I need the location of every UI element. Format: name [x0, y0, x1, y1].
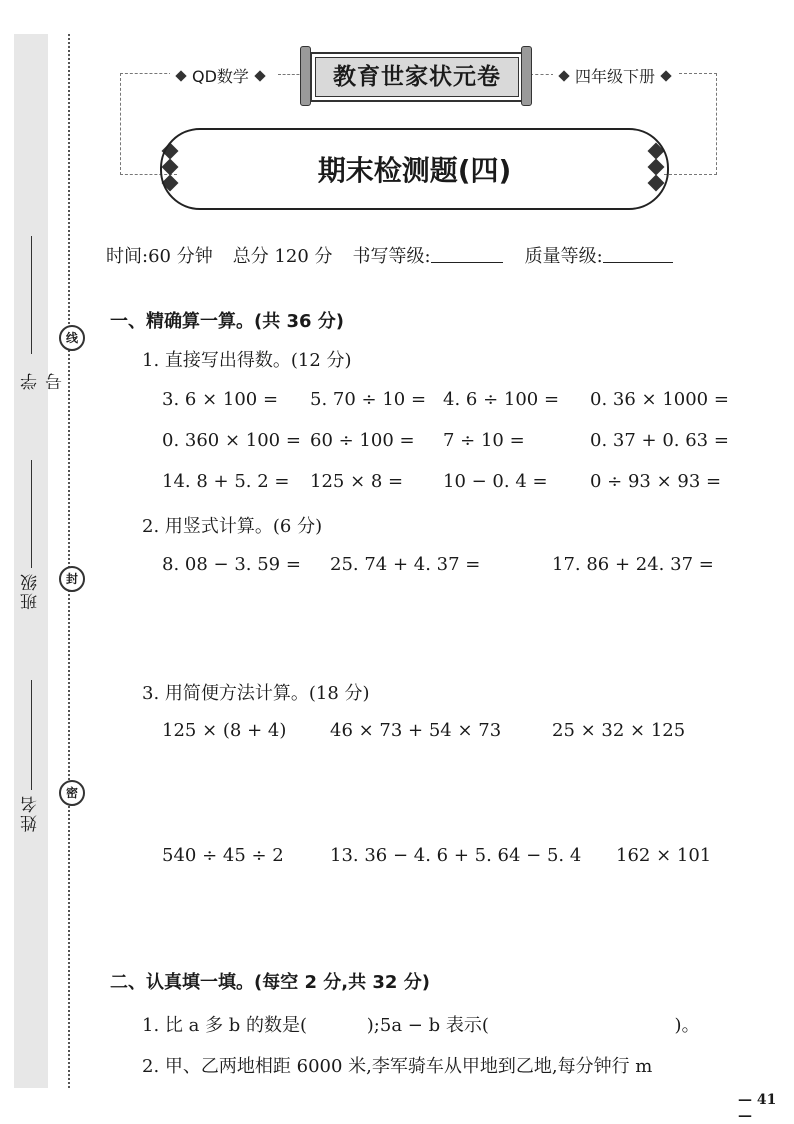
calc-item: 0. 37 + 0. 63 =: [590, 430, 729, 451]
quality-grade-label: 质量等级:: [524, 246, 603, 267]
diamond-icon: [558, 70, 569, 81]
question-2-label: 2. 用竖式计算。(6 分): [142, 516, 323, 537]
calc-item: 0 ÷ 93 × 93 =: [590, 471, 722, 492]
grade-tag: [553, 64, 677, 87]
seal-feng: 封: [59, 566, 85, 592]
page-number: — 41 —: [738, 1092, 777, 1124]
writing-grade-label: 书写等级:: [352, 246, 431, 267]
header-dash-right: [664, 73, 717, 175]
student-id-line: [31, 236, 32, 354]
subject-text: QD数学: [192, 67, 249, 86]
section-1-heading: 一、精确算一算。(共 36 分): [110, 311, 345, 332]
calc-item: 125 × 8 =: [310, 471, 404, 492]
name-line: [31, 680, 32, 790]
fill-question-2: 2. 甲、乙两地相距 6000 米,李军骑车从甲地到乙地,每分钟行 m: [142, 1056, 653, 1077]
header-dash-mid-right: [530, 74, 554, 75]
time-info: 时间:60 分钟: [106, 246, 213, 267]
simplify-item: 46 × 73 + 54 × 73: [330, 720, 502, 741]
name-label: 姓名: [21, 794, 41, 832]
quality-grade-blank[interactable]: [603, 242, 673, 263]
diamond-icon: [660, 70, 671, 81]
brand-banner: [300, 46, 532, 106]
simplify-item: 125 × (8 + 4): [162, 720, 287, 741]
cut-line: [68, 34, 70, 1088]
calc-item: 60 ÷ 100 =: [310, 430, 415, 451]
fill-question-1: 1. 比 a 多 b 的数是( );5a − b 表示( )。: [142, 1015, 700, 1036]
calc-item: 4. 6 ÷ 100 =: [443, 389, 560, 410]
vertical-calc-item: 25. 74 + 4. 37 =: [330, 554, 481, 575]
calc-item: 5. 70 ÷ 10 =: [310, 389, 427, 410]
diamond-icon: [254, 70, 265, 81]
section-2-heading: 二、认真填一填。(每空 2 分,共 32 分): [110, 972, 430, 993]
simplify-item: 25 × 32 × 125: [552, 720, 686, 741]
seal-xian: 线: [59, 325, 85, 351]
calc-item: 0. 360 × 100 =: [162, 430, 301, 451]
calc-item: 0. 36 × 1000 =: [590, 389, 729, 410]
writing-grade-blank[interactable]: [431, 242, 503, 263]
total-info: 总分 120 分: [232, 246, 333, 267]
subject-tag: [170, 64, 271, 87]
question-3-label: 3. 用简便方法计算。(18 分): [142, 683, 370, 704]
brand-title: 教育世家状元卷: [310, 52, 524, 102]
vertical-calc-item: 17. 86 + 24. 37 =: [552, 554, 714, 575]
simplify-item: 13. 36 − 4. 6 + 5. 64 − 5. 4: [330, 845, 582, 866]
grade-text: 四年级下册: [575, 67, 656, 86]
seal-mi: 密: [59, 780, 85, 806]
class-label: 班级: [21, 572, 41, 610]
diamond-icon: [175, 70, 186, 81]
calc-item: 7 ÷ 10 =: [443, 430, 525, 451]
exam-title: 期末检测题(四): [160, 128, 669, 210]
vertical-calc-item: 8. 08 − 3. 59 =: [162, 554, 301, 575]
simplify-item: 162 × 101: [616, 845, 712, 866]
question-1-label: 1. 直接写出得数。(12 分): [142, 350, 352, 371]
calc-item: 14. 8 + 5. 2 =: [162, 471, 290, 492]
simplify-item: 540 ÷ 45 ÷ 2: [162, 845, 284, 866]
calc-item: 3. 6 × 100 =: [162, 389, 279, 410]
class-line: [31, 460, 32, 568]
calc-item: 10 − 0. 4 =: [443, 471, 548, 492]
exam-info: [106, 242, 673, 268]
student-id-label: 学号: [21, 371, 66, 390]
scroll-rod-right: [521, 46, 532, 106]
